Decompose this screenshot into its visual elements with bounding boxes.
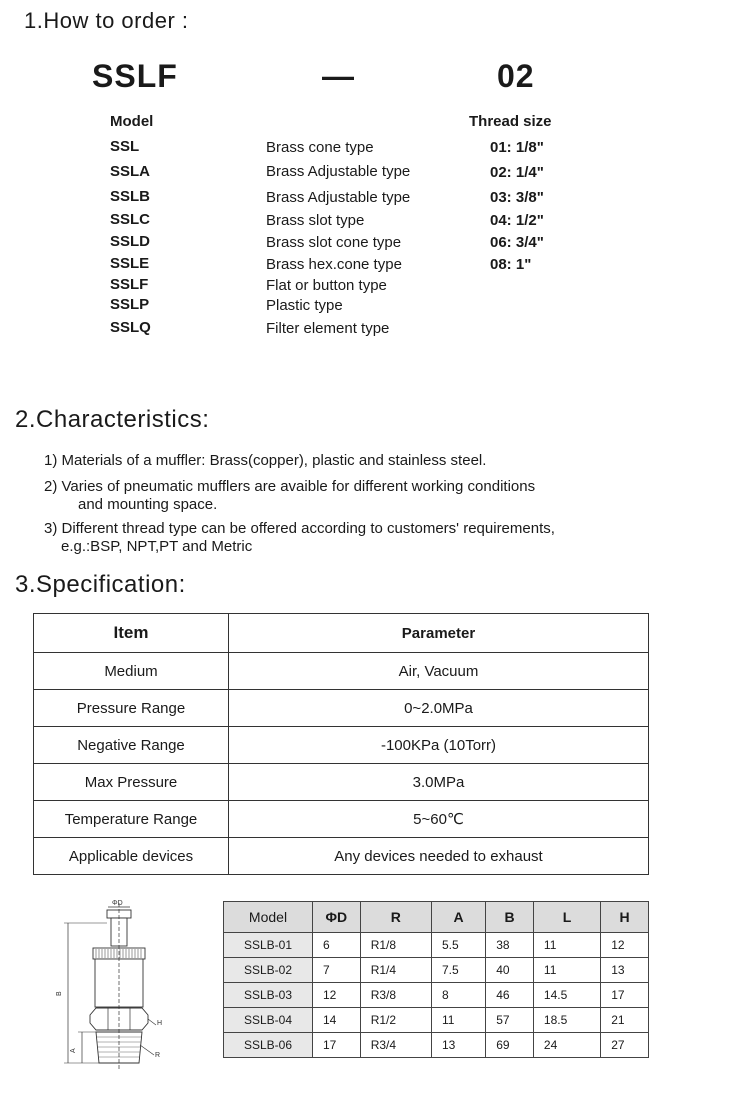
label-d: ΦD [112, 900, 123, 907]
table-row [34, 727, 649, 764]
header-item: Item [34, 614, 229, 653]
col-header: L [533, 902, 600, 933]
cell: 7 [313, 958, 361, 983]
thread-header: Thread size [469, 113, 552, 130]
model-desc: Brass hex.cone type [266, 256, 402, 273]
model-code: SSLB [110, 188, 151, 205]
characteristic-item-cont: e.g.:BSP, NPT,PT and Metric [61, 538, 253, 555]
col-header: R [360, 902, 431, 933]
label-r: R [155, 1052, 161, 1059]
spec-value: 3.0MPa [229, 764, 649, 801]
cell: 6 [313, 933, 361, 958]
cell: 13 [431, 1033, 485, 1058]
cell-model: SSLB-02 [224, 958, 313, 983]
spec-item: Temperature Range [34, 801, 229, 838]
table-row [224, 958, 649, 983]
section-heading-order: 1.How to order : [24, 8, 189, 33]
cell: R1/4 [360, 958, 431, 983]
order-code-dash: — [322, 58, 355, 94]
characteristic-item: 1) Materials of a muffler: Brass(copper), plastic and stainless steel. [44, 452, 487, 469]
spec-item: Max Pressure [34, 764, 229, 801]
spec-value: 0~2.0MPa [229, 690, 649, 727]
cell: R3/8 [360, 983, 431, 1008]
table-row [224, 1033, 649, 1058]
model-code: SSLA [110, 163, 151, 180]
cell: 46 [486, 983, 534, 1008]
col-header: ΦD [313, 902, 361, 933]
label-h: H [157, 1020, 163, 1027]
cell-model: SSLB-03 [224, 983, 313, 1008]
table-header-row [224, 902, 649, 933]
table-row [34, 764, 649, 801]
cell: 14.5 [533, 983, 600, 1008]
cell: 14 [313, 1008, 361, 1033]
cell: R1/8 [360, 933, 431, 958]
spec-item: Negative Range [34, 727, 229, 764]
col-header: Model [224, 902, 313, 933]
characteristic-item: 3) Different thread type can be offered according to customers' requirements, [44, 520, 555, 537]
model-code: SSLE [110, 255, 150, 272]
spec-value: Air, Vacuum [229, 653, 649, 690]
cell: 57 [486, 1008, 534, 1033]
thread-size: 04: 1/2" [490, 212, 544, 229]
cell: 40 [486, 958, 534, 983]
cell: 38 [486, 933, 534, 958]
cell-model: SSLB-01 [224, 933, 313, 958]
header-parameter: Parameter [229, 614, 649, 653]
thread-size: 02: 1/4" [490, 164, 544, 181]
thread-size: 06: 3/4" [490, 234, 544, 251]
spec-item: Medium [34, 653, 229, 690]
spec-value: -100KPa (10Torr) [229, 727, 649, 764]
thread-size: 08: 1" [490, 256, 532, 273]
cell-model: SSLB-06 [224, 1033, 313, 1058]
cell: 11 [533, 958, 600, 983]
cell: 11 [431, 1008, 485, 1033]
table-row [34, 653, 649, 690]
label-a: A [70, 1048, 77, 1053]
model-desc: Filter element type [266, 320, 390, 337]
spec-value: Any devices needed to exhaust [229, 838, 649, 875]
cell-model: SSLB-04 [224, 1008, 313, 1033]
model-desc: Brass slot cone type [266, 234, 402, 251]
model-desc: Brass slot type [266, 212, 365, 229]
model-desc: Flat or button type [266, 277, 387, 294]
model-code: SSLP [110, 296, 150, 313]
cell: 8 [431, 983, 485, 1008]
cell: 13 [601, 958, 649, 983]
cell: 17 [313, 1033, 361, 1058]
characteristic-item-cont: and mounting space. [78, 496, 218, 513]
characteristic-item: 2) Varies of pneumatic mufflers are avaible for different working conditions [44, 478, 536, 495]
col-header: A [431, 902, 485, 933]
table-row [34, 801, 649, 838]
cell: 5.5 [431, 933, 485, 958]
model-code: SSLF [110, 276, 149, 293]
model-code: SSLC [110, 211, 151, 228]
cell: 69 [486, 1033, 534, 1058]
label-b: B [56, 991, 63, 996]
table-row [34, 838, 649, 875]
cell: 12 [601, 933, 649, 958]
order-code-model: SSLF [92, 58, 178, 94]
cell: 24 [533, 1033, 600, 1058]
cell: 18.5 [533, 1008, 600, 1033]
table-row [224, 983, 649, 1008]
table-row [224, 1008, 649, 1033]
col-header: H [601, 902, 649, 933]
cell: 11 [533, 933, 600, 958]
spec-item: Pressure Range [34, 690, 229, 727]
cell: 27 [601, 1033, 649, 1058]
model-desc: Brass cone type [266, 139, 374, 156]
cell: 21 [601, 1008, 649, 1033]
specification-table [33, 613, 649, 875]
thread-size: 03: 3/8" [490, 189, 544, 206]
order-code-thread: 02 [497, 58, 535, 94]
thread-size: 01: 1/8" [490, 139, 544, 156]
muffler-dimension-drawing [50, 895, 180, 1075]
spec-value: 5~60℃ [229, 801, 649, 838]
model-desc: Plastic type [266, 297, 343, 314]
cell: R1/2 [360, 1008, 431, 1033]
model-code: SSL [110, 138, 140, 155]
model-code: SSLD [110, 233, 151, 250]
spec-item: Applicable devices [34, 838, 229, 875]
cell: 17 [601, 983, 649, 1008]
model-desc: Brass Adjustable type [266, 163, 411, 180]
cell: 12 [313, 983, 361, 1008]
model-code: SSLQ [110, 319, 151, 336]
cell: R3/4 [360, 1033, 431, 1058]
table-row [224, 933, 649, 958]
model-header: Model [110, 113, 154, 130]
section-heading-characteristics: 2.Characteristics: [15, 406, 210, 433]
dimension-table [223, 901, 649, 1058]
table-header-row [34, 614, 649, 653]
cell: 7.5 [431, 958, 485, 983]
col-header: B [486, 902, 534, 933]
table-row [34, 690, 649, 727]
model-desc: Brass Adjustable type [266, 189, 411, 206]
section-heading-specification: 3.Specification: [15, 571, 186, 598]
